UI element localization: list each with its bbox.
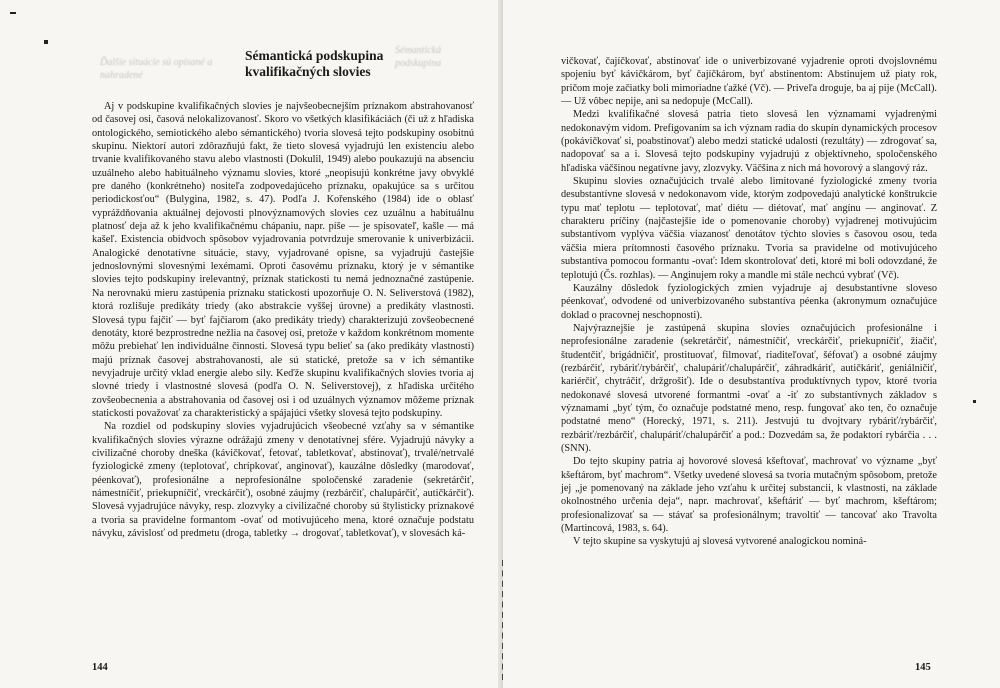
left-body-text	[92, 100, 474, 540]
paragraph: Na rozdiel od podskupiny slovies vyjadrujúcich všeobecné vzťahy sa v sémantike kvalifikačných slovies výrazne odrážajú zmeny v denotatívnej sfére. Vyjadrujú návyky a civilizačné choroby dneška (kávičkovať, fetovať, tabletkovať, abstinovať), trvalé/netrvalé fyziologické zmeny (teplotovať, chrípkovať, anginovať), kauzálne dôsledky (marodovať, péenkovať), profesionálne a neprofesionálne spoločenské zaradenie (sekretárčiť, námestníčiť, priekupníčiť, vreckárčiť), osobné záujmy (rezbárčiť, chalupárčiť, autičkárčiť). Slovesá vyjadrujúce návyky, resp. zlozvyky a civilizačné choroby sú štylisticky príznakové a tvoria sa pravidelne formantom -ovať od motivujúceho mena, ktoré označuje podstatu návyku, závislosť od predmetu (droga, tabletky → drogovať, tabletkovať), v slovesách ká-	[92, 421, 474, 539]
bleed-through-text: Ďalšie situácie sú opísané a nahradené	[100, 57, 213, 81]
page-number: 144	[92, 662, 108, 673]
paragraph: Najvýraznejšie je zastúpená skupina slovies označujúcich profesionálne i neprofesionálne zaradenie (sekretárčiť, námestníčiť, vreckárčiť, priekupníčiť, žiačiť, študentčiť, brigádničiť, prostituovať, filmovať, riaditeľovať, šéfovať) a osobné záujmy (rezbárčiť, rybáriť/rybárčiť, chalupáriť/chalupárčiť, záhradkáriť, autičkáriť, geniálničiť, kariérčiť, chytráčiť, držgrošiť). Ide o desubstantíva produktívnych typov, ktoré tvoria nedokonavé slovesá utvorené formantmi -ovať a -iť zo substantívnych základov s významami „byť tým, čo označuje podstatné meno, resp. fungovať ako ten, čo označuje podstatné meno“ (Horecký, 1971, s. 211). Jestvujú tu dvojtvary rybáriť/rybárčiť, rezbáriť/rezbárčiť, chalupáriť/chalupárčiť a pod.: Dozvedám sa, že podaktorí rybárčia . . . (SNN).	[561, 322, 937, 454]
paragraph: Kauzálny dôsledok fyziologických zmien vyjadruje aj desubstantívne sloveso péenkovať, odvodené od univerbizovaného substantíva péenka (akronymum označujúce doklad o pracovnej neschopnosti).	[561, 282, 937, 321]
page-number: 145	[915, 662, 931, 673]
paragraph: Skupinu slovies označujúcich trvalé alebo limitované fyziologické zmeny tvoria desubstantívne slovesá v nedokonavom vide, ktorým zodpovedajú analytické konštrukcie typu mať teplotu — teplotovať, mať diétu — diétovať, mať angínu — anginovať. Z charakteru príčiny (najčastejšie ide o pomenovanie choroby) vyjadrenej motivujúcim substantívom vyplýva väčšia viazanosť denotátov týchto slovies s časovou osou, teda väčšia miera prítomnosti časového príznaku. Tvoria sa pravidelne od motivujúceho substantíva pomocou formantu -ovať: Idem skontrolovať deti, ktoré mi boli odovzdané, že teplotujú (Čs. rozhlas). — Anginujem roky a mandle mi stále nechcú vybrať (Vč).	[561, 176, 937, 281]
paragraph: vičkovať, čajíčkovať, abstinovať ide o univerbizované vyjadrenie oproti dvojslovnému spojeniu byť kávičkárom, byť čajíčkárom, byť abstinentom: Abstinujem už piaty rok, pričom moje začiatky boli mimoriadne ťažké (Vč). — Priveľa droguje, ba aj pije (McCall). — Už vôbec nepije, ani sa nedopuje (McCall).	[561, 56, 937, 108]
right-body-text	[561, 55, 937, 549]
paragraph: Do tejto skupiny patria aj hovorové slovesá kšeftovať, machrovať vo význame „byť kšeftárom, byť machrom“. Všetky uvedené slovesá sa tvoria mutačným spôsobom, pretože jej „je pomenovaný na základe jeho vzťahu k určitej substancii, k vlastnosti, na základe okolnostného určenia deja“, napr. machrovať, kšeftáriť — byť machrom, kšeftárom; profesionalizovať sa — stávať sa profesionálnym; travoltiť — tancovať ako Travolta (Martincová, 1983, s. 64).	[561, 456, 937, 535]
right-page	[503, 0, 1000, 688]
section-title: Sémantická podskupina kvalifikačných slovies	[245, 48, 384, 79]
scan-edge-mark	[44, 40, 48, 44]
paragraph: V tejto skupine sa vyskytujú aj slovesá vytvorené analogickou nominá-	[573, 536, 867, 548]
scan-edge-mark	[973, 400, 976, 403]
paragraph: Aj v podskupine kvalifikačných slovies je najvšeobecnejším príznakom abstrahovanosť od časovej osi, časová nelokalizovanosť. Skoro vo všetkých klasifikáciách (či už z hľadiska ontologického, semiotického alebo sémantického) tvoria slovesá tejto podskupiny osobitnú skupinu. Niektorí autori zdôrazňujú fakt, že tieto slovesá vyjadrujú len existenciu alebo trvanie kvalifikovaného stavu alebo vlastnosti (Dokulil, 1949) alebo poukazujú na absenciu uzuálneho alebo habituálneho významu slovies, ktoré „neopisujú konkrétne javy obvyklé pre daného (konkrétneho) nositeľa zodpovedajúceho príznaku, opakujúce sa s určitou periodickosťou“ (Bulygina, 1982, s. 47). Podľa J. Kořenského (1984) ide o oblasť vypráždňovania aktuálnej dejovosti plnovýznamových slovies cez uzuálnu a habituálnu platnosť deja až k jeho kvalifikačnému chápaniu, napr. píše — je spisovateľ, kašle — má kašeľ. Existencia obidvoch spôsobov vyjadrovania potvrdzuje smerovanie k univerbizácii. Analogické denotatívne situácie, stavy, vyjadrované opisne, sa vyjadrujú častejšie jednoslovnými slovesnými lexémami. Oproti časovému príznaku, ktorý je v sémantike slovies tejto podskupiny irelevantný, príznak statickosti tu nemá jednoznačné zastúpenie. Na nerovnakú mieru zastúpenia príznaku statickosti upozorňuje O. N. Seliverstová (1982), ktorá rozlišuje predikáty triedy (ako abstrakcie vyššej úrovne) a predikáty vlastnosti. Slovesá typu fajčiť — byť fajčiarom (ako predikáty triedy) charakterizujú zovšeobecnené denotáty, ktoré bezprostredne nežlia na časovej osi, pretože v každom konkrétnom momente môžu prebiehať len individuálne činnosti. Slovesá typu belieť sa (ako predikáty vlastnosti) majú príznak časovej abstrahovanosti, ale sú statické, pretože sa v ich sémantike nevyjadruje určitý vklad energie alebo sily. Keďže skupinu kvalifikačných slovies tvoria aj slovné triedy i vlastnostné slovesá (podľa O. N. Seliverstovej), z hľadiska určitého zovšeobecnenia a abstrahovania od časovej osi i od uzuálnych významov môžeme príznak statickosti považovať za charakteristický a spájajúci všetky slovesá tejto podskupiny.	[92, 101, 474, 419]
scan-edge-mark	[10, 12, 16, 14]
section-heading	[245, 48, 395, 80]
paragraph: Medzi kvalifikačné slovesá patria tieto slovesá len významami vyjadrenými nedokonavým vidom. Prefigovaním sa ich význam radia do skupín dynamických procesov (pokávičkovať si, poabstinovať) alebo medzi statické udalosti (rezultáty) — zdrogovať sa, nadopovať sa a i. Slovesá tejto podskupiny vyjadrujú z objektívneho, spoločenského hľadiska väčšinou negatívne javy, zlozvyky. Väčšina z nich má hovorový a slangový ráz.	[561, 109, 937, 174]
bleed-through-text: Sémantická podskupina	[395, 45, 442, 69]
